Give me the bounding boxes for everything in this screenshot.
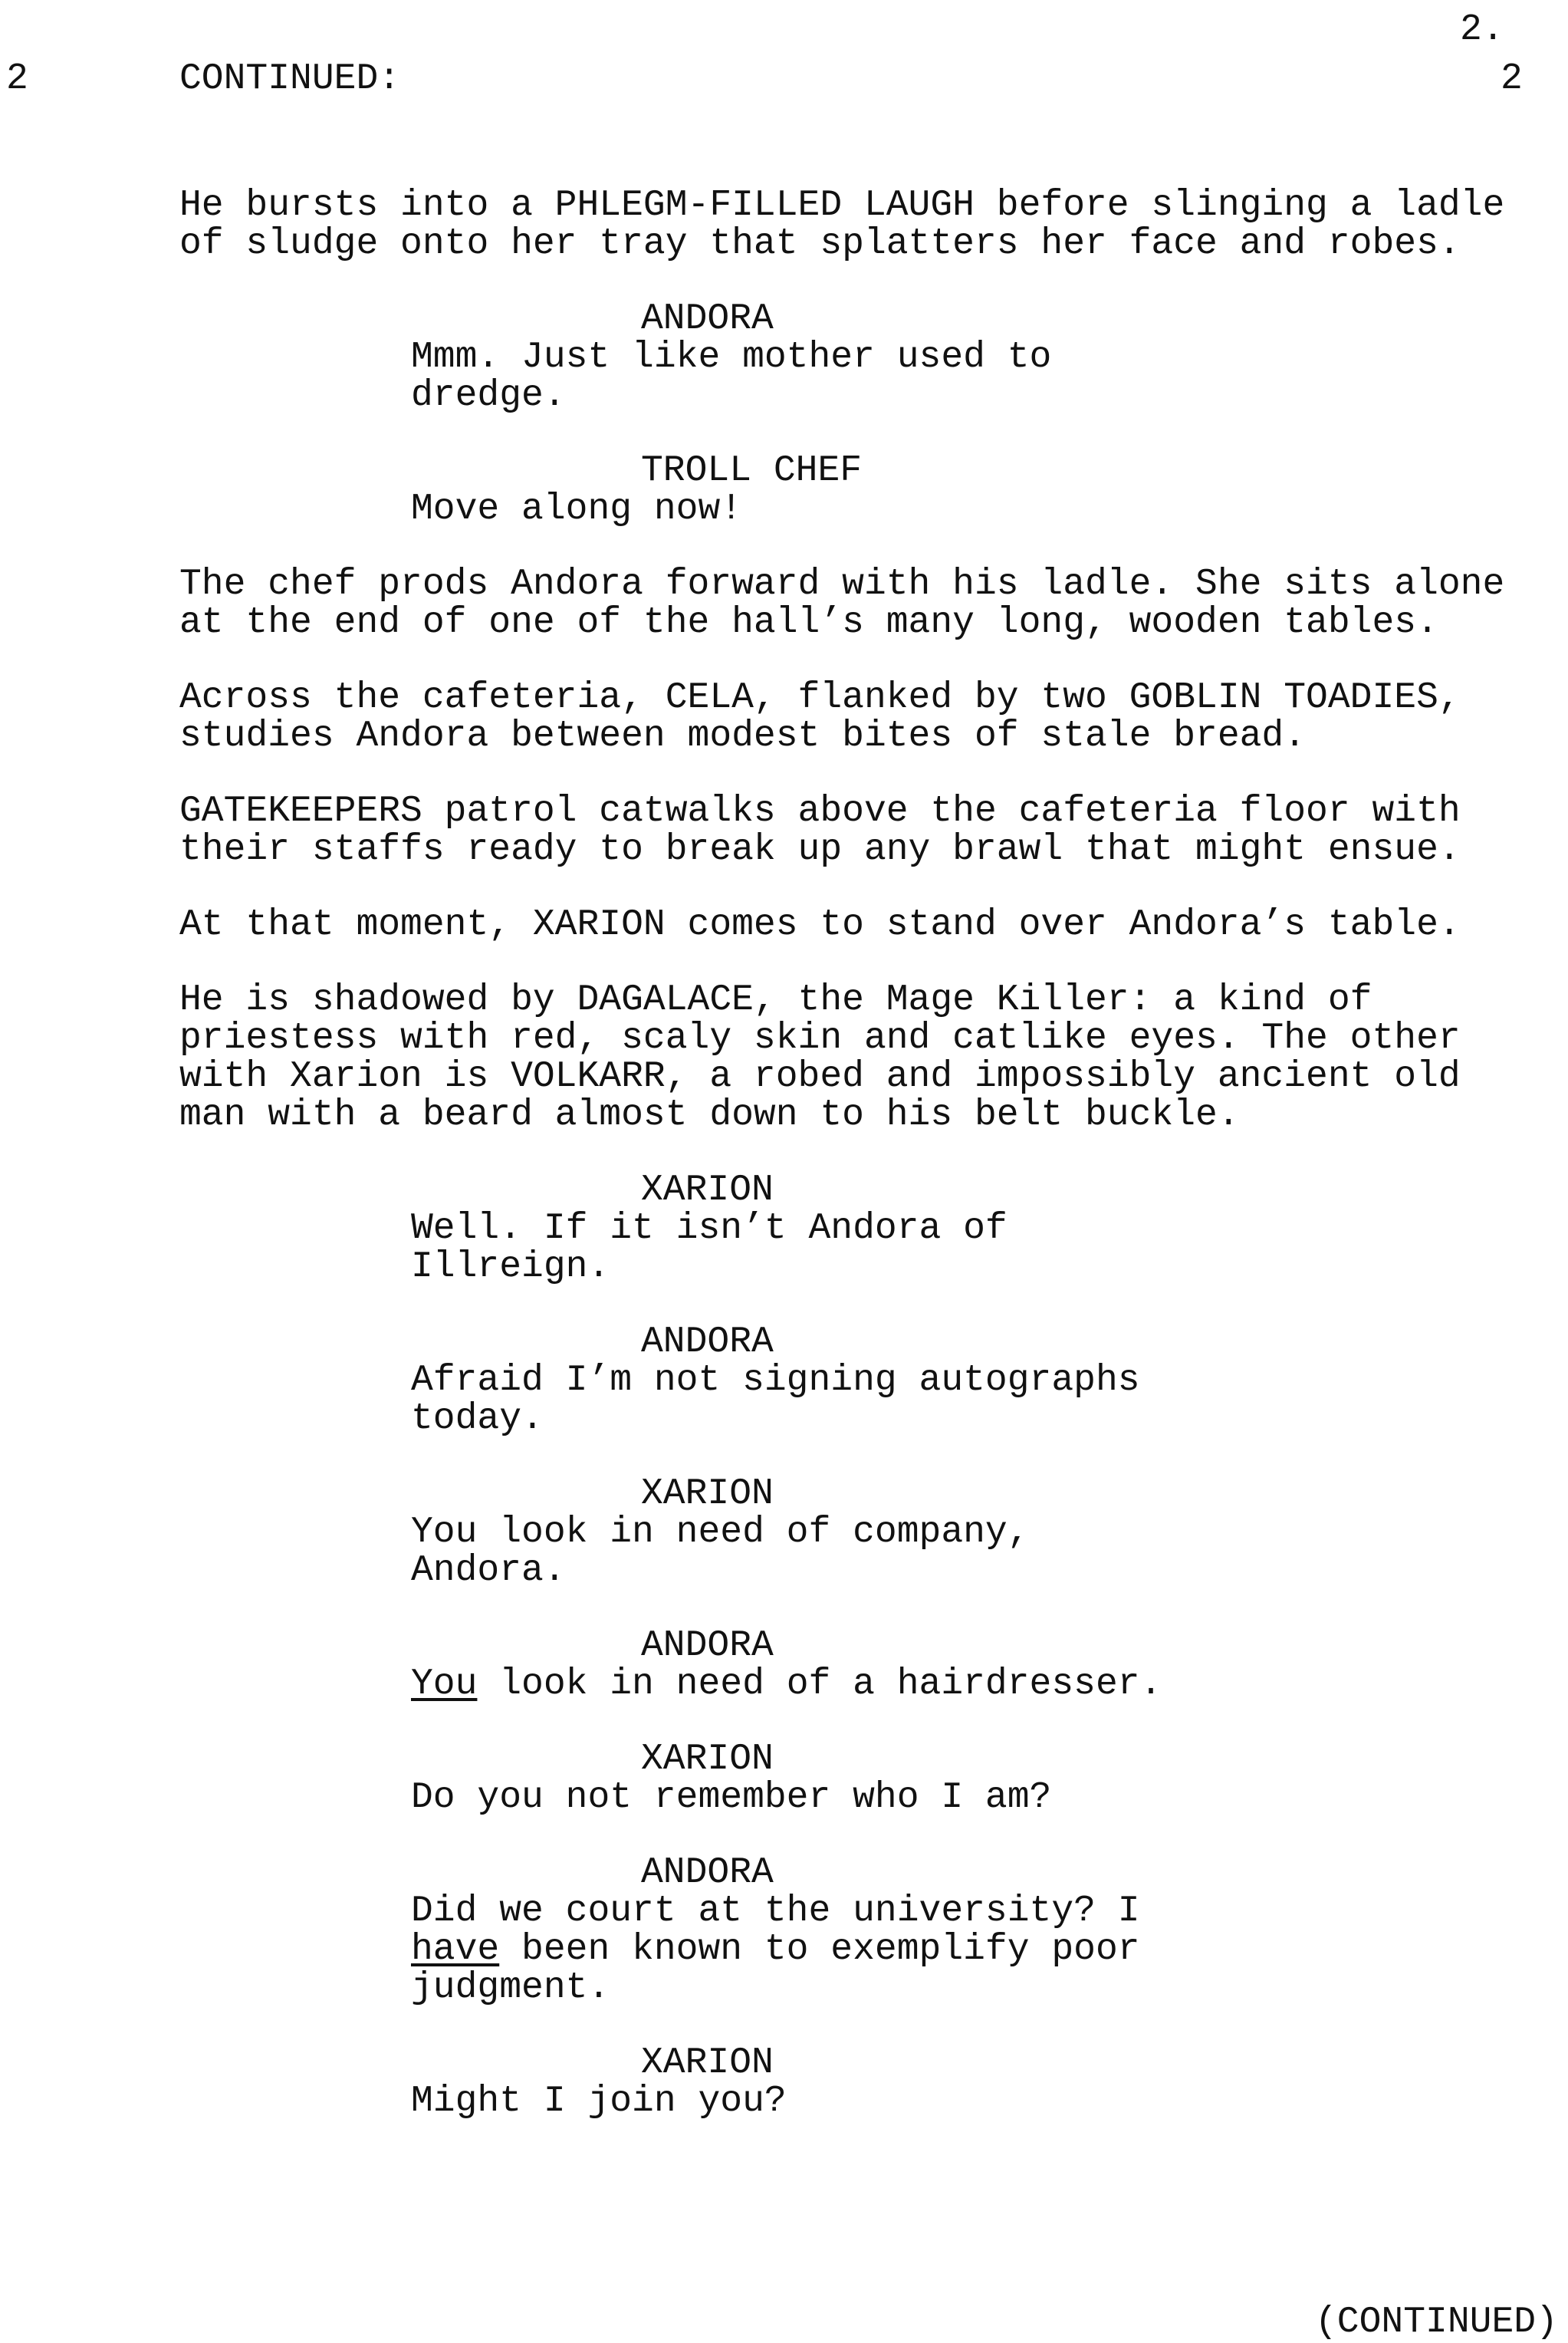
dialogue-text xyxy=(411,1665,1560,1703)
dialogue-text xyxy=(411,1779,1560,1817)
dialogue-block xyxy=(179,1171,1560,1286)
action-line: At that moment, XARION comes to stand over Andora’s table. xyxy=(179,904,1461,946)
action-paragraph xyxy=(179,679,1560,755)
dialogue-line: Illreign. xyxy=(411,1246,610,1288)
character-name: XARION xyxy=(641,1473,774,1515)
dialogue-line: Move along now! xyxy=(411,489,743,530)
action-line: He is shadowed by DAGALACE, the Mage Killer: a kind of xyxy=(179,979,1372,1021)
dialogue-text xyxy=(411,1892,1560,2007)
dialogue-text xyxy=(411,1513,1560,1590)
dialogue-line: Do you not remember who I am? xyxy=(411,1777,1052,1818)
action-paragraph xyxy=(179,981,1560,1134)
action-line: Across the cafeteria, CELA, flanked by two GOBLIN TOADIES, xyxy=(179,677,1461,719)
character-name: ANDORA xyxy=(641,1852,774,1894)
dialogue-text xyxy=(411,2082,1560,2121)
dialogue-line: Might I join you? xyxy=(411,2081,787,2122)
character-name: ANDORA xyxy=(641,1321,774,1363)
action-line: man with a beard almost down to his belt buckle. xyxy=(179,1094,1240,1136)
dialogue-block xyxy=(179,1475,1560,1590)
continued-header: CONTINUED: xyxy=(179,58,401,100)
dialogue-line: Well. If it isn’t Andora of xyxy=(411,1208,1008,1249)
dialogue-text xyxy=(411,1361,1560,1438)
dialogue-block xyxy=(179,452,1560,528)
character-name: XARION xyxy=(641,1170,774,1211)
continued-footer: (CONTINUED) xyxy=(1315,2302,1558,2343)
dialogue-line: You look in need of company, xyxy=(411,1512,1030,1553)
scene-number-left: 2 xyxy=(6,58,28,100)
dialogue-line: judgment. xyxy=(411,1967,610,2009)
dialogue-block xyxy=(179,2044,1560,2121)
action-paragraph xyxy=(179,565,1560,642)
dialogue-text xyxy=(411,490,1560,528)
dialogue-block xyxy=(179,300,1560,415)
dialogue-block xyxy=(179,1854,1560,2007)
action-line: their staffs ready to break up any brawl that might ensue. xyxy=(179,829,1461,870)
character-name: XARION xyxy=(641,1739,774,1780)
dialogue-text xyxy=(411,1209,1560,1286)
action-paragraph xyxy=(179,792,1560,869)
dialogue-line: look in need of a hairdresser. xyxy=(477,1663,1162,1705)
script-body xyxy=(179,186,1560,2157)
page-number: 2. xyxy=(1460,9,1504,51)
character-name: TROLL CHEF xyxy=(641,450,863,492)
action-line: with Xarion is VOLKARR, a robed and impossibly ancient old xyxy=(179,1056,1461,1097)
action-line: He bursts into a PHLEGM-FILLED LAUGH before slinging a ladle xyxy=(179,185,1505,226)
dialogue-line: Mmm. Just like mother used to xyxy=(411,337,1052,378)
dialogue-block xyxy=(179,1323,1560,1438)
action-line: GATEKEEPERS patrol catwalks above the cafeteria floor with xyxy=(179,791,1461,832)
action-paragraph xyxy=(179,906,1560,944)
action-line: of sludge onto her tray that splatters her face and robes. xyxy=(179,223,1461,265)
character-name: XARION xyxy=(641,2042,774,2084)
dialogue-block xyxy=(179,1740,1560,1817)
action-line: The chef prods Andora forward with his ladle. She sits alone xyxy=(179,564,1505,605)
dialogue-line: Andora. xyxy=(411,1550,566,1591)
action-line: at the end of one of the hall’s many long, wooden tables. xyxy=(179,602,1438,643)
dialogue-line: been known to exemplify poor xyxy=(499,1929,1140,1970)
scene-number-right: 2 xyxy=(1501,58,1523,100)
dialogue-line: today. xyxy=(411,1398,544,1440)
action-line: priestess with red, scaly skin and catlike eyes. The other xyxy=(179,1018,1461,1059)
character-name: ANDORA xyxy=(641,1625,774,1667)
action-line: studies Andora between modest bites of stale bread. xyxy=(179,716,1307,757)
dialogue-line: dredge. xyxy=(411,375,566,416)
underlined-word: have xyxy=(411,1929,500,1970)
character-name: ANDORA xyxy=(641,298,774,340)
dialogue-line: Afraid I’m not signing autographs xyxy=(411,1360,1140,1401)
dialogue-block xyxy=(179,1627,1560,1703)
action-paragraph xyxy=(179,186,1560,263)
dialogue-text xyxy=(411,338,1560,415)
dialogue-line: Did we court at the university? I xyxy=(411,1891,1140,1932)
underlined-word: You xyxy=(411,1663,478,1705)
